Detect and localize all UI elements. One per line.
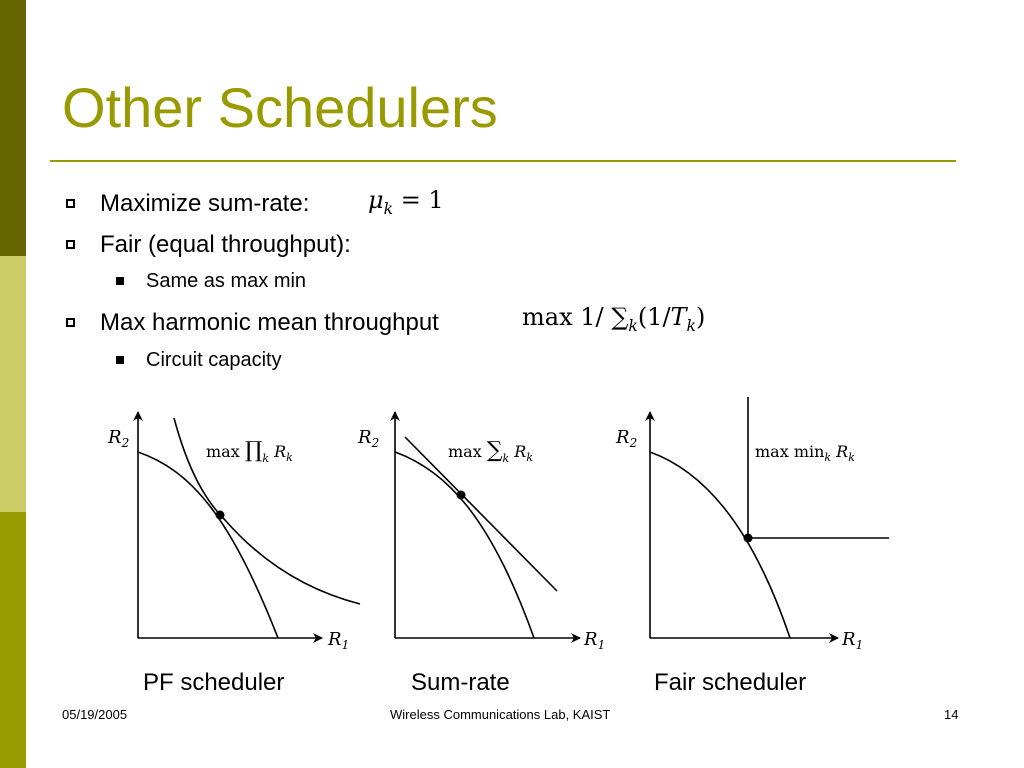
bullet-maximize-sum-rate: Maximize sum-rate:	[100, 190, 310, 217]
caption-pf-scheduler: PF scheduler	[143, 669, 285, 696]
pf-annotation: $\max \prod_k$ $R_k$	[206, 438, 293, 465]
fair-diagram	[615, 397, 889, 652]
sum-rate-diagram	[357, 412, 605, 652]
sum-rate-annotation: $\max \sum_k$ $R_k$	[448, 438, 534, 465]
sub-bullet-circuit-capacity: Circuit capacity	[146, 349, 282, 371]
fair-y-axis-label: $R_2$	[616, 427, 638, 450]
sum-rate-y-axis-label: $R_2$	[358, 427, 380, 450]
fair-annotation: $\max \min_k R_k$	[755, 442, 855, 464]
fair-capacity-region-curve	[650, 452, 790, 638]
pf-diagram	[107, 412, 360, 652]
fair-operating-point	[744, 534, 753, 543]
caption-fair-scheduler: Fair scheduler	[654, 669, 807, 696]
sum-rate-operating-point	[457, 491, 466, 500]
footer-page-number: 14	[944, 707, 959, 722]
sub-bullet-same-as-max-min: Same as max min	[146, 270, 307, 292]
sum-rate-x-axis-label: $R_1$	[584, 629, 606, 652]
pf-x-axis-label: $R_1$	[328, 629, 350, 652]
formula-mu-k: $\mu_k = 1$	[368, 186, 444, 218]
footer-date: 05/19/2005	[62, 707, 128, 722]
pf-y-axis-label: $R_2$	[108, 427, 130, 450]
pf-operating-point	[216, 511, 225, 520]
slide-title: Other Schedulers	[62, 76, 498, 139]
pf-utility-contour	[174, 418, 360, 604]
footer-organization: Wireless Communications Lab, KAIST	[390, 707, 611, 722]
bullet-fair-throughput: Fair (equal throughput):	[100, 231, 351, 258]
bullet-max-harmonic-mean: Max harmonic mean throughput	[100, 309, 439, 336]
fair-x-axis-label: $R_1$	[842, 629, 864, 652]
formula-harmonic-mean: max 1/ $\sum_k(1/T_k)$	[522, 303, 706, 335]
sum-rate-capacity-region-curve	[395, 452, 534, 638]
pf-capacity-region-curve	[138, 452, 278, 638]
caption-sum-rate: Sum-rate	[411, 669, 510, 696]
